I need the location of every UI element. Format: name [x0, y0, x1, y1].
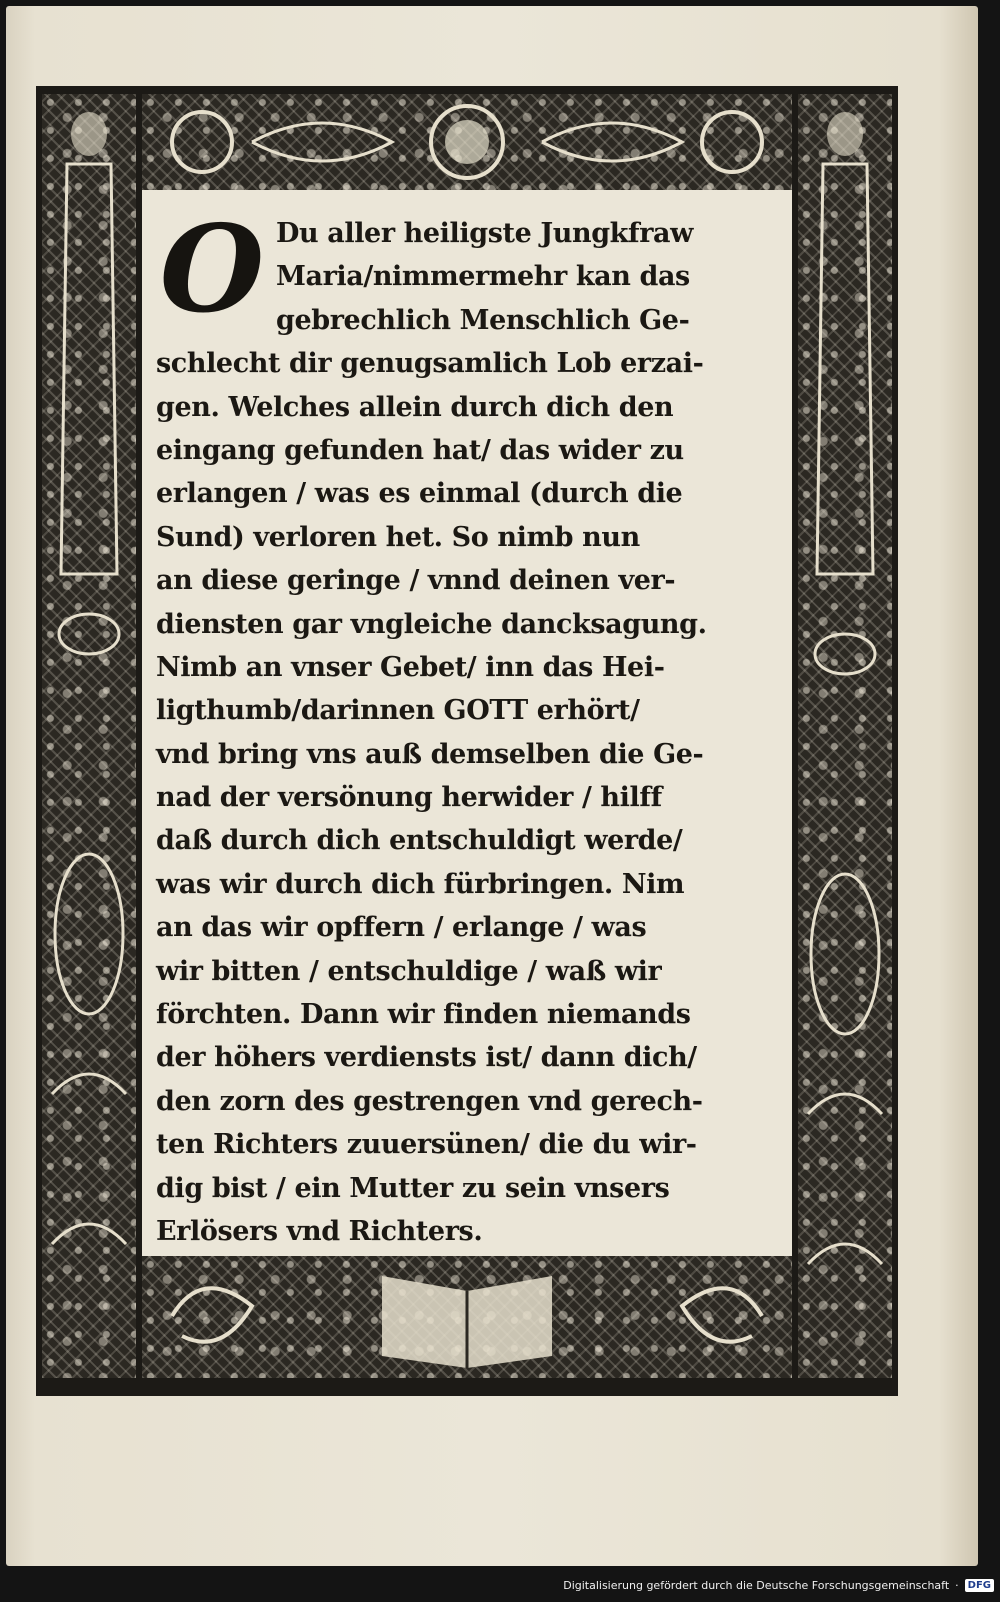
text-line: erlangen / was es einmal (durch die — [156, 478, 683, 510]
text-line: eingang gefunden hat/ das wider zu — [156, 434, 684, 466]
right-ornament-figure-column — [798, 94, 892, 1378]
text-line: Du aller heiligste Jungkfraw — [276, 218, 693, 249]
text-line: den zorn des gestrengen vnd gerech- — [156, 1085, 703, 1117]
text-line: an das wir opffern / erlange / was — [156, 912, 647, 944]
text-line: was wir durch dich fürbringen. Nim — [156, 868, 685, 900]
prayer-text — [156, 212, 786, 1253]
book-page — [6, 6, 978, 1566]
text-line: Sund) verloren het. So nimb nun — [156, 521, 640, 553]
woodcut-border-frame — [36, 86, 898, 1396]
decorated-initial: O — [159, 199, 265, 340]
text-line: gen. Welches allein durch dich den — [156, 391, 674, 423]
text-line: wir bitten / entschuldige / waß wir — [156, 955, 662, 987]
text-line: ligthumb/darinnen GOTT erhört/ — [156, 695, 640, 727]
credit-text: Digitalisierung gefördert durch die Deutsche Forschungsgemeinschaft — [563, 1578, 950, 1592]
dfg-logo: DFG — [965, 1579, 994, 1592]
text-line: daß durch dich entschuldigt werde/ — [156, 825, 683, 857]
text-line: vnd bring vns auß demselben die Ge- — [156, 738, 704, 770]
text-line: gebrechlich Menschlich Ge- — [276, 304, 690, 336]
text-block — [142, 190, 792, 1256]
text-line: nad der versönung herwider / hilff — [156, 782, 662, 814]
text-line: Maria/nimmermehr kan das — [276, 261, 690, 293]
bottom-ornament-open-book — [142, 1256, 792, 1378]
text-line: dig bist / ein Mutter zu sein vnsers — [156, 1172, 670, 1204]
text-line: Nimb an vnser Gebet/ inn das Hei- — [156, 651, 665, 683]
text-line: schlecht dir genugsamlich Lob erzai- — [156, 348, 704, 380]
top-ornament-sun-moon — [142, 94, 792, 190]
text-line: Erlösers vnd Richters. — [156, 1215, 483, 1247]
separator-dot: · — [955, 1578, 959, 1592]
text-line: an diese geringe / vnnd deinen ver- — [156, 565, 676, 597]
text-line: diensten gar vngleiche dancksagung. — [156, 608, 707, 640]
text-line: förchten. Dann wir finden niemands — [156, 999, 691, 1031]
left-ornament-figure-column — [42, 94, 136, 1378]
digitization-credit — [563, 1576, 994, 1594]
text-line: der höhers verdiensts ist/ dann dich/ — [156, 1042, 697, 1074]
text-line: ten Richters zuuersünen/ die du wir- — [156, 1129, 697, 1161]
